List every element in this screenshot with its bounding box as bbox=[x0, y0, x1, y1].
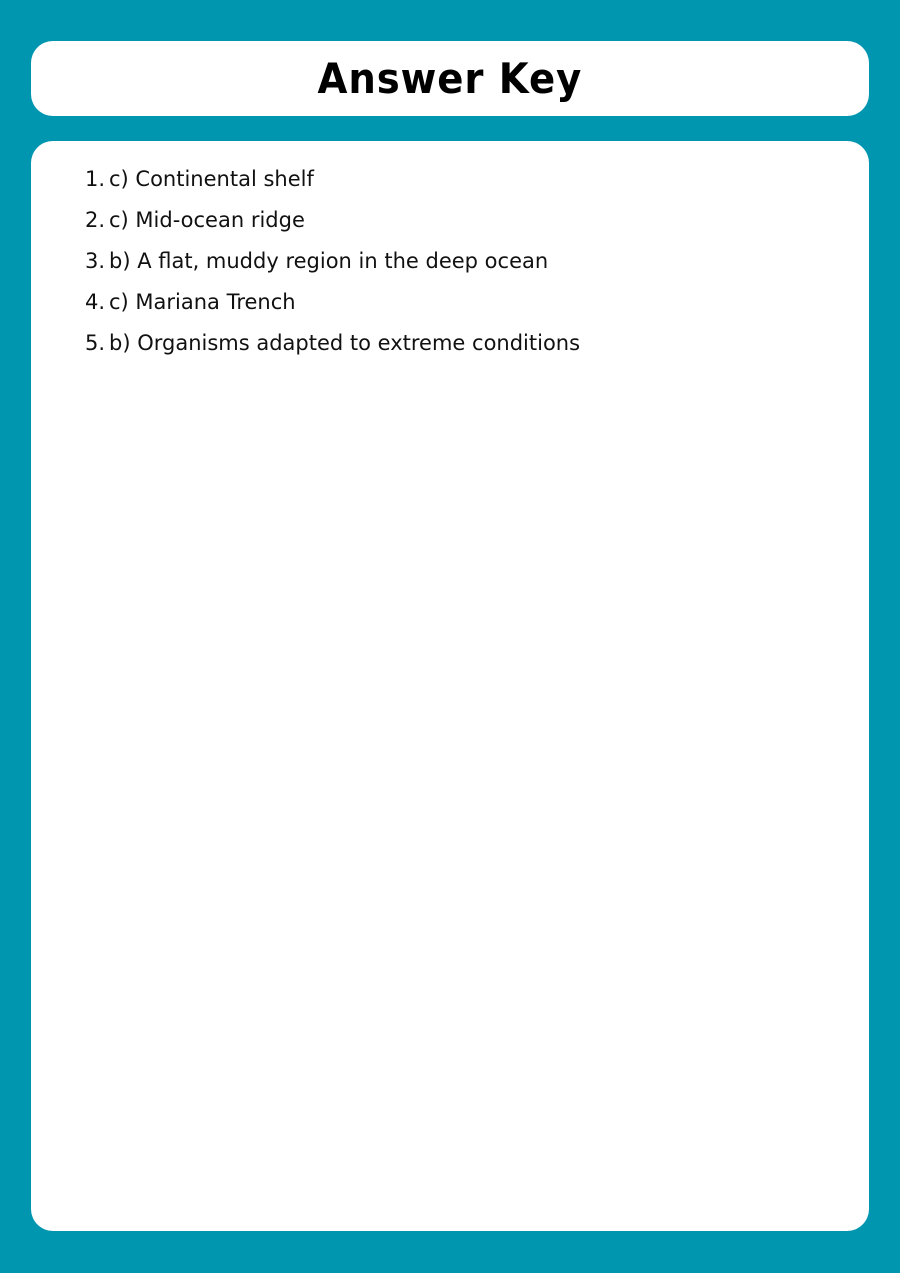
answer-number: 4. bbox=[84, 290, 105, 314]
answer-text: b) A flat, muddy region in the deep ocean bbox=[109, 249, 549, 273]
answer-item bbox=[31, 249, 580, 290]
answer-text: c) Mid-ocean ridge bbox=[109, 208, 305, 232]
answer-text: c) Continental shelf bbox=[109, 167, 314, 191]
answer-item bbox=[31, 290, 580, 331]
answer-item bbox=[31, 208, 580, 249]
answer-number: 2. bbox=[84, 208, 105, 232]
answer-item bbox=[31, 167, 580, 208]
page-title: Answer Key bbox=[317, 54, 583, 103]
title-card bbox=[31, 41, 869, 116]
answer-text: b) Organisms adapted to extreme conditions bbox=[109, 331, 581, 355]
answer-item bbox=[31, 331, 580, 372]
answer-list bbox=[31, 167, 580, 372]
answer-number: 1. bbox=[84, 167, 105, 191]
answer-card bbox=[31, 141, 869, 1231]
answer-number: 3. bbox=[84, 249, 105, 273]
answer-text: c) Mariana Trench bbox=[109, 290, 296, 314]
answer-number: 5. bbox=[84, 331, 105, 355]
